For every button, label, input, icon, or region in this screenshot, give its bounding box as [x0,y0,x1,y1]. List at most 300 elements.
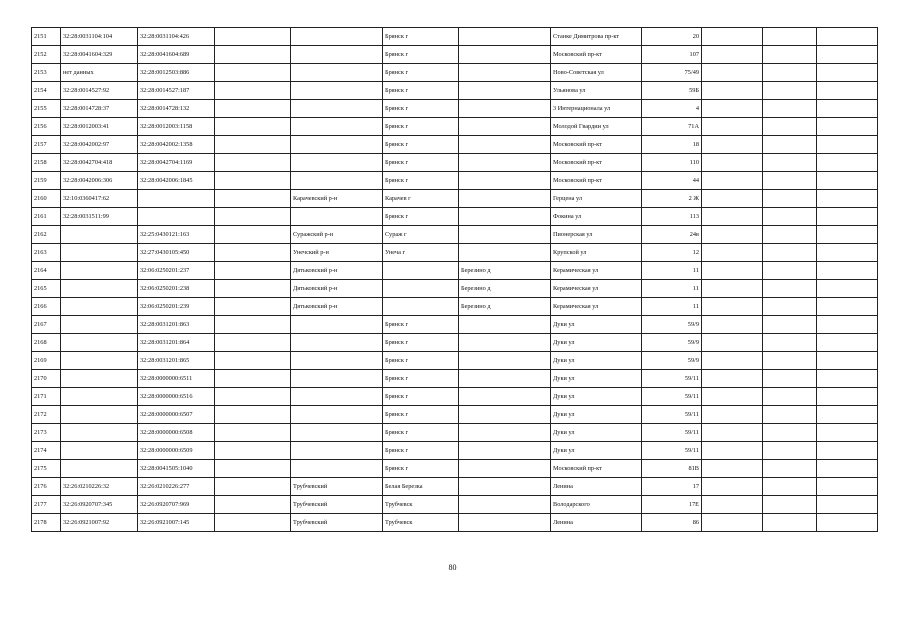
table-row [32,298,878,316]
table-row [32,460,878,478]
register-table [31,27,878,532]
cell-row-number: 2172 [32,406,61,424]
cell-cadastral-number-building [138,208,215,226]
cell-extra-2 [763,136,817,154]
table-row [32,352,878,370]
cell-street: Крупской ул [551,244,642,262]
cell-cadastral-number-land [61,406,138,424]
cell-row-number: 2167 [32,316,61,334]
cell-row-number: 2174 [32,442,61,460]
cell-cadastral-number-building: 32:28:0014728:132 [138,100,215,118]
cell-district [291,406,383,424]
cell-extra-1 [702,190,763,208]
cell-region [215,334,291,352]
cell-street: Ленина [551,478,642,496]
table-row [32,334,878,352]
cell-row-number: 2162 [32,226,61,244]
cell-extra-2 [763,28,817,46]
table-body [32,28,878,532]
cell-settlement [459,82,551,100]
cell-region [215,100,291,118]
cell-cadastral-number-land [61,244,138,262]
cell-region [215,28,291,46]
table-row [32,154,878,172]
cell-extra-2 [763,298,817,316]
cell-region [215,424,291,442]
cell-city: Трубчевск [383,514,459,532]
table-row [32,100,878,118]
cell-district [291,460,383,478]
cell-cadastral-number-land [61,262,138,280]
cell-region [215,172,291,190]
cell-street: 3 Интернационала ул [551,100,642,118]
table-row [32,406,878,424]
cell-street: Володарского [551,496,642,514]
cell-extra-1 [702,514,763,532]
cell-city: Брянск г [383,136,459,154]
cell-settlement [459,352,551,370]
table-row [32,226,878,244]
cell-extra-3 [817,208,878,226]
cell-district [291,82,383,100]
cell-district [291,118,383,136]
cell-region [215,460,291,478]
cell-extra-1 [702,334,763,352]
table-row [32,370,878,388]
cell-house: 11 [642,298,702,316]
cell-district: Унечский р-н [291,244,383,262]
cell-extra-1 [702,118,763,136]
cell-extra-3 [817,460,878,478]
cell-city: Брянск г [383,460,459,478]
cell-extra-3 [817,100,878,118]
cell-city: Брянск г [383,118,459,136]
cell-house: 12 [642,244,702,262]
table-row [32,280,878,298]
cell-cadastral-number-building: 32:28:0031201:863 [138,316,215,334]
cell-row-number: 2169 [32,352,61,370]
table-row [32,316,878,334]
cell-row-number: 2178 [32,514,61,532]
cell-cadastral-number-building: 32:28:0041505:1040 [138,460,215,478]
cell-house: 59/11 [642,388,702,406]
cell-street: Дуки ул [551,388,642,406]
cell-street: Дуки ул [551,316,642,334]
cell-city: Брянск г [383,424,459,442]
cell-region [215,154,291,172]
cell-extra-3 [817,280,878,298]
cell-district [291,28,383,46]
cell-district [291,352,383,370]
cell-street: Герцена ул [551,190,642,208]
table-row [32,46,878,64]
cell-extra-1 [702,442,763,460]
cell-extra-2 [763,460,817,478]
cell-extra-2 [763,478,817,496]
cell-cadastral-number-building: 32:06:0250201:238 [138,280,215,298]
cell-extra-3 [817,352,878,370]
cell-region [215,82,291,100]
cell-cadastral-number-land: 32:28:0042002:97 [61,136,138,154]
cell-settlement [459,64,551,82]
cell-extra-3 [817,424,878,442]
cell-city: Брянск г [383,100,459,118]
cell-cadastral-number-land: 32:26:0920707:345 [61,496,138,514]
cell-city: Брянск г [383,316,459,334]
cell-extra-1 [702,352,763,370]
cell-settlement: Березино д [459,280,551,298]
cell-region [215,442,291,460]
cell-district [291,424,383,442]
cell-extra-3 [817,334,878,352]
cell-row-number: 2164 [32,262,61,280]
cell-house: 75/49 [642,64,702,82]
cell-region [215,478,291,496]
cell-cadastral-number-building: 32:28:0012003:1158 [138,118,215,136]
cell-city: Унеча г [383,244,459,262]
cell-cadastral-number-building: 32:28:0000000:6508 [138,424,215,442]
cell-district: Трубчевский [291,478,383,496]
cell-cadastral-number-land: 32:10:0360417:62 [61,190,138,208]
table-row [32,478,878,496]
cell-region [215,280,291,298]
cell-house: 11 [642,280,702,298]
cell-street: Керамическая ул [551,262,642,280]
cell-extra-3 [817,190,878,208]
cell-region [215,64,291,82]
cell-extra-2 [763,154,817,172]
cell-cadastral-number-land: 32:28:0042704:418 [61,154,138,172]
cell-settlement [459,514,551,532]
table-row [32,262,878,280]
cell-cadastral-number-land: 32:26:0210226:32 [61,478,138,496]
cell-extra-1 [702,280,763,298]
cell-extra-2 [763,442,817,460]
table-row [32,442,878,460]
cell-row-number: 2151 [32,28,61,46]
cell-row-number: 2159 [32,172,61,190]
cell-extra-1 [702,370,763,388]
cell-street: Керамическая ул [551,298,642,316]
cell-street: Московский пр-кт [551,460,642,478]
cell-extra-1 [702,496,763,514]
cell-extra-2 [763,64,817,82]
cell-cadastral-number-land [61,388,138,406]
cell-cadastral-number-land: 32:26:0921007:92 [61,514,138,532]
cell-district: Карачевский р-н [291,190,383,208]
cell-city: Брянск г [383,442,459,460]
cell-cadastral-number-building: 32:26:0921007:145 [138,514,215,532]
cell-extra-2 [763,82,817,100]
cell-extra-3 [817,244,878,262]
cell-settlement [459,118,551,136]
cell-extra-3 [817,406,878,424]
cell-city [383,298,459,316]
cell-district [291,334,383,352]
cell-extra-3 [817,442,878,460]
cell-region [215,190,291,208]
cell-house: 20 [642,28,702,46]
cell-row-number: 2177 [32,496,61,514]
cell-cadastral-number-land [61,334,138,352]
cell-cadastral-number-land [61,280,138,298]
cell-cadastral-number-building: 32:28:0031201:865 [138,352,215,370]
cell-city: Брянск г [383,370,459,388]
cell-street: Московский пр-кт [551,136,642,154]
cell-cadastral-number-building: 32:06:0250201:237 [138,262,215,280]
cell-city: Карачев г [383,190,459,208]
cell-district [291,64,383,82]
cell-extra-2 [763,370,817,388]
cell-street: Дуки ул [551,424,642,442]
cell-district: Трубчевский [291,514,383,532]
cell-cadastral-number-building: 32:28:0042006:1845 [138,172,215,190]
cell-cadastral-number-building: 32:06:0250201:239 [138,298,215,316]
cell-house: 24в [642,226,702,244]
cell-extra-3 [817,370,878,388]
cell-region [215,514,291,532]
cell-settlement [459,496,551,514]
cell-city: Брянск г [383,28,459,46]
cell-row-number: 2171 [32,388,61,406]
cell-cadastral-number-building: 32:25:0430121:163 [138,226,215,244]
table-row [32,64,878,82]
cell-settlement [459,370,551,388]
cell-settlement [459,460,551,478]
cell-district [291,316,383,334]
cell-extra-2 [763,280,817,298]
cell-district [291,370,383,388]
cell-house: 107 [642,46,702,64]
cell-settlement [459,316,551,334]
cell-cadastral-number-building: 32:28:0000000:6516 [138,388,215,406]
cell-street: Дуки ул [551,352,642,370]
cell-street: Ульянова ул [551,82,642,100]
cell-street: Ленина [551,514,642,532]
cell-extra-3 [817,478,878,496]
cell-region [215,208,291,226]
cell-street: Московский пр-кт [551,172,642,190]
table-row [32,208,878,226]
cell-house: 17Е [642,496,702,514]
cell-extra-2 [763,244,817,262]
cell-extra-3 [817,226,878,244]
cell-extra-3 [817,82,878,100]
cell-street: Молодой Гвардии ул [551,118,642,136]
cell-extra-1 [702,460,763,478]
cell-cadastral-number-building: 32:28:0041604:689 [138,46,215,64]
cell-house: 44 [642,172,702,190]
cell-cadastral-number-land [61,226,138,244]
cell-extra-3 [817,118,878,136]
cell-city: Брянск г [383,406,459,424]
cell-row-number: 2173 [32,424,61,442]
cell-extra-3 [817,496,878,514]
cell-row-number: 2154 [32,82,61,100]
cell-region [215,388,291,406]
cell-extra-1 [702,244,763,262]
cell-extra-1 [702,226,763,244]
cell-house: 59/11 [642,406,702,424]
cell-settlement [459,100,551,118]
cell-settlement [459,244,551,262]
cell-extra-2 [763,46,817,64]
cell-cadastral-number-land [61,460,138,478]
cell-settlement [459,406,551,424]
cell-settlement [459,28,551,46]
cell-extra-1 [702,478,763,496]
cell-cadastral-number-building [138,190,215,208]
cell-house: 59/9 [642,334,702,352]
cell-city: Белая Березка [383,478,459,496]
cell-extra-3 [817,298,878,316]
table-row [32,82,878,100]
cell-settlement [459,172,551,190]
cell-cadastral-number-building: 32:28:0012503:886 [138,64,215,82]
cell-extra-3 [817,172,878,190]
cell-district [291,154,383,172]
table-row [32,424,878,442]
cell-settlement: Березино д [459,298,551,316]
cell-cadastral-number-land [61,442,138,460]
cell-region [215,46,291,64]
table-row [32,190,878,208]
cell-settlement [459,208,551,226]
cell-street: Дуки ул [551,442,642,460]
cell-extra-2 [763,496,817,514]
cell-district [291,208,383,226]
cell-cadastral-number-building: 32:27:0430105:450 [138,244,215,262]
cell-house: 17 [642,478,702,496]
cell-district: Дятьковский р-н [291,298,383,316]
cell-house: 86 [642,514,702,532]
cell-extra-1 [702,406,763,424]
cell-cadastral-number-land [61,298,138,316]
cell-city: Брянск г [383,388,459,406]
cell-cadastral-number-building: 32:28:0042002:1358 [138,136,215,154]
cell-cadastral-number-building: 32:28:0031104:426 [138,28,215,46]
cell-street: Керамическая ул [551,280,642,298]
cell-cadastral-number-land: нет данных [61,64,138,82]
cell-street: Ново-Советская ул [551,64,642,82]
cell-region [215,316,291,334]
cell-row-number: 2160 [32,190,61,208]
cell-row-number: 2168 [32,334,61,352]
cell-row-number: 2165 [32,280,61,298]
cell-row-number: 2176 [32,478,61,496]
cell-region [215,262,291,280]
cell-cadastral-number-land: 32:28:0041604:329 [61,46,138,64]
cell-row-number: 2158 [32,154,61,172]
cell-extra-2 [763,262,817,280]
cell-extra-1 [702,136,763,154]
cell-city: Брянск г [383,64,459,82]
cell-row-number: 2161 [32,208,61,226]
cell-region [215,226,291,244]
cell-district: Дятьковский р-н [291,280,383,298]
cell-house: 59/9 [642,352,702,370]
cell-settlement [459,334,551,352]
cell-extra-3 [817,262,878,280]
cell-house: 59/9 [642,316,702,334]
cell-extra-2 [763,388,817,406]
cell-street: Дуки ул [551,370,642,388]
table-row [32,172,878,190]
cell-house: 113 [642,208,702,226]
cell-settlement [459,154,551,172]
cell-extra-2 [763,514,817,532]
cell-district [291,100,383,118]
cell-city: Сураж г [383,226,459,244]
cell-extra-2 [763,190,817,208]
cell-extra-2 [763,226,817,244]
cell-row-number: 2170 [32,370,61,388]
cell-row-number: 2153 [32,64,61,82]
cell-extra-3 [817,388,878,406]
cell-row-number: 2163 [32,244,61,262]
cell-extra-2 [763,406,817,424]
cell-settlement: Березино д [459,262,551,280]
cell-city: Брянск г [383,208,459,226]
cell-district: Суражский р-н [291,226,383,244]
cell-extra-1 [702,82,763,100]
cell-extra-2 [763,172,817,190]
cell-extra-3 [817,64,878,82]
cell-cadastral-number-land: 32:28:0042006:306 [61,172,138,190]
cell-settlement [459,388,551,406]
table-row [32,28,878,46]
cell-extra-1 [702,172,763,190]
cell-extra-3 [817,136,878,154]
cell-house: 59/11 [642,442,702,460]
table-row [32,496,878,514]
cell-street: Станке Димитрова пр-кт [551,28,642,46]
cell-city [383,280,459,298]
cell-house: 71А [642,118,702,136]
table-row [32,136,878,154]
cell-cadastral-number-land: 32:28:0031511:99 [61,208,138,226]
cell-cadastral-number-building: 32:28:0000000:6507 [138,406,215,424]
cell-house: 2 Ж [642,190,702,208]
cell-cadastral-number-building: 32:28:0014527:187 [138,82,215,100]
cell-extra-2 [763,316,817,334]
cell-extra-1 [702,154,763,172]
cell-street: Фокина ул [551,208,642,226]
cell-house: 4 [642,100,702,118]
cell-region [215,298,291,316]
cell-settlement [459,190,551,208]
cell-house: 81В [642,460,702,478]
cell-region [215,136,291,154]
cell-row-number: 2156 [32,118,61,136]
cell-city [383,262,459,280]
cell-district: Дятьковский р-н [291,262,383,280]
cell-district [291,46,383,64]
cell-street: Дуки ул [551,406,642,424]
cell-cadastral-number-building: 32:26:0920707:969 [138,496,215,514]
cell-extra-2 [763,334,817,352]
cell-extra-1 [702,388,763,406]
cell-region [215,496,291,514]
cell-cadastral-number-land [61,370,138,388]
cell-settlement [459,442,551,460]
cell-cadastral-number-land [61,424,138,442]
cell-city: Брянск г [383,172,459,190]
cell-district [291,136,383,154]
cell-cadastral-number-land [61,352,138,370]
cell-city: Трубчевск [383,496,459,514]
cell-region [215,370,291,388]
